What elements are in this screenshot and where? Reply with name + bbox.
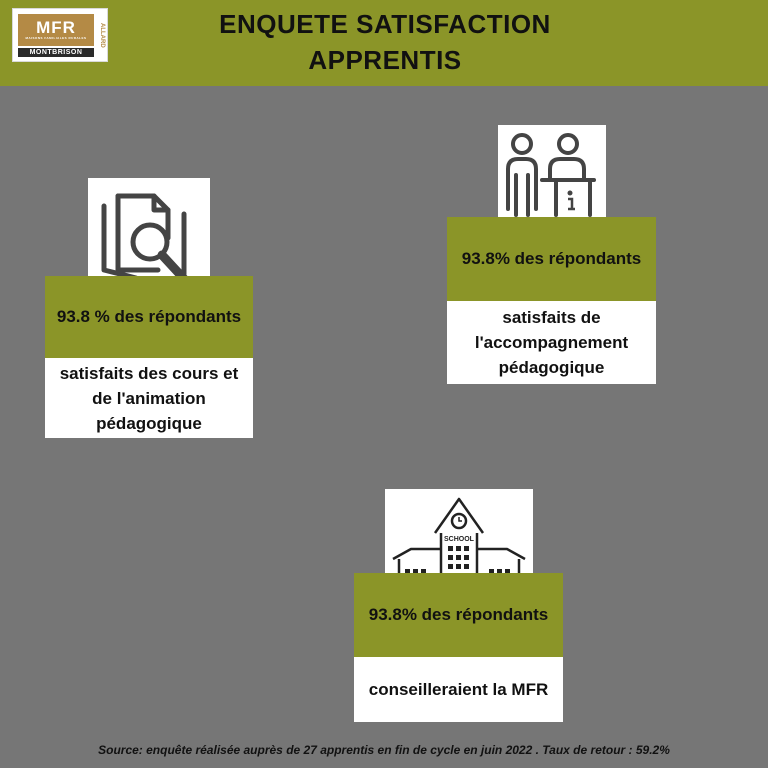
school-sign-text: SCHOOL	[444, 536, 474, 543]
card3-description	[354, 657, 563, 722]
logo-tagline: MAISONS FAMILIALES RURALES	[25, 36, 87, 40]
card2-description	[447, 301, 656, 384]
header-banner	[0, 0, 768, 86]
card2-desc-line-3: pédagogique	[498, 358, 605, 377]
logo-main-text: MFR	[36, 18, 76, 37]
card1-desc-line-3: pédagogique	[96, 413, 202, 433]
card1-desc-line-1: satisfaits des cours et	[59, 363, 239, 383]
card2-desc-line-2: l'accompagnement	[474, 333, 629, 352]
card1-stat: 93.8 % des répondants	[45, 276, 253, 358]
logo-badge	[18, 14, 94, 46]
card1-desc-line-2: de l'animation	[92, 388, 206, 408]
card2-desc-line-1: satisfaits de	[502, 308, 601, 327]
card3-desc-line-1: conseilleraient la MFR	[368, 680, 549, 699]
source-footnote: Source: enquête réalisée auprès de 27 apprentis en fin de cycle en juin 2022 . Taux de retour : 59.2%	[98, 743, 670, 757]
logo-city: MONTBRISON	[18, 48, 94, 57]
card3-stat: 93.8% des répondants	[354, 573, 563, 657]
title-line-2: APPRENTIS	[308, 45, 462, 75]
page-title	[120, 6, 650, 78]
title-line-1: ENQUETE SATISFACTION	[219, 9, 551, 39]
mfr-logo[interactable]	[12, 8, 108, 62]
card2-stat: 93.8% des répondants	[447, 217, 656, 301]
card1-description	[45, 358, 253, 438]
logo-side-text: ALLARD	[99, 22, 105, 48]
